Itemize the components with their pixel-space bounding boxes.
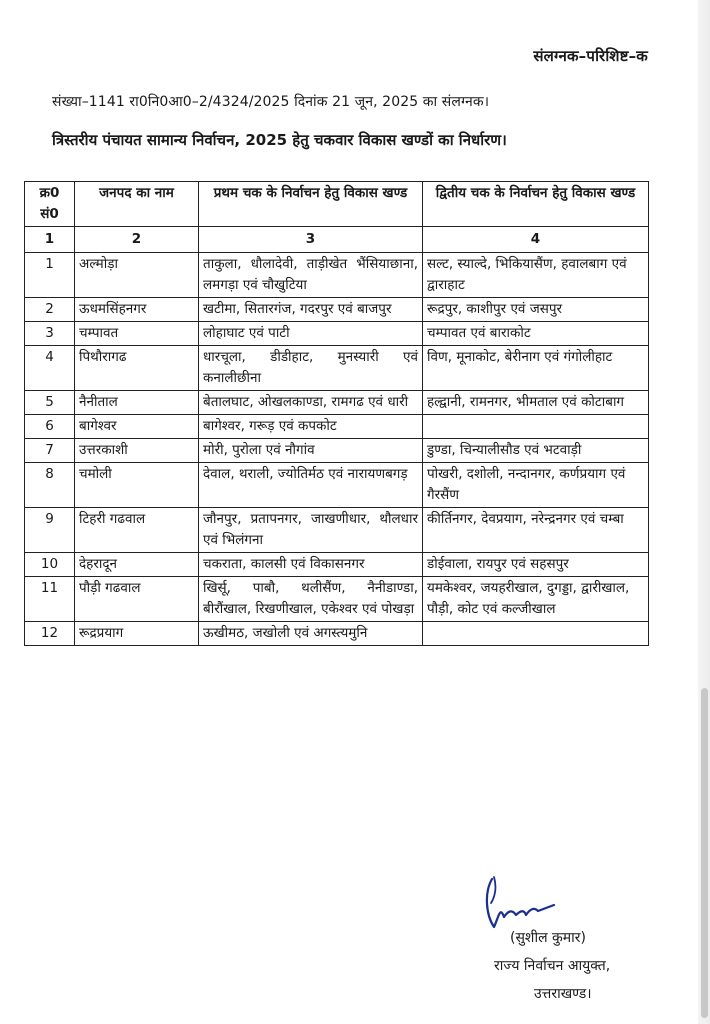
- header-phase1: प्रथम चक के निर्वाचन हेतु विकास खण्ड: [199, 182, 423, 227]
- row-sno: 11: [25, 577, 75, 622]
- row-phase2-blocks: डोईवाला, रायपुर एवं सहसपुर: [423, 553, 649, 577]
- row-district: पिथौरागढ: [75, 346, 199, 391]
- column-number: 2: [75, 227, 199, 253]
- row-sno: 1: [25, 253, 75, 298]
- row-sno: 2: [25, 298, 75, 322]
- row-phase2-blocks: सल्ट, स्याल्दे, भिकियासैंण, हवालबाग एवं द्वाराहाट: [423, 253, 649, 298]
- header-phase2: द्वितीय चक के निर्वाचन हेतु विकास खण्ड: [423, 182, 649, 227]
- scrollbar-track[interactable]: [698, 0, 710, 1024]
- column-number: 1: [25, 227, 75, 253]
- signatory-designation: राज्य निर्वाचन आयुक्त,: [494, 958, 611, 974]
- row-phase1-blocks: देवाल, थराली, ज्योतिर्मठ एवं नारायणबगड़: [199, 463, 423, 508]
- annex-label: संलग्नक–परिशिष्ट–क: [533, 47, 648, 65]
- reference-line: संख्या–1141 रा0नि0आ0–2/4324/2025 दिनांक 21 जून, 2025 का संलग्नक।: [52, 94, 490, 110]
- table-row: [25, 253, 649, 298]
- signatory-name: (सुशील कुमार): [510, 930, 586, 946]
- header-sno: क्र0 सं0: [25, 182, 75, 227]
- table-header-row: [25, 182, 649, 227]
- table-row: [25, 391, 649, 415]
- row-phase1-blocks: बेतालघाट, ओखलकाण्डा, रामगढ एवं धारी: [199, 391, 423, 415]
- row-sno: 4: [25, 346, 75, 391]
- block-allocation-table: [24, 181, 649, 646]
- scrollbar-thumb[interactable]: [701, 688, 708, 1018]
- row-phase2-blocks: पोखरी, दशोली, नन्दानगर, कर्णप्रयाग एवं गैरसैंण: [423, 463, 649, 508]
- row-phase2-blocks: डुण्डा, चिन्यालीसौड एवं भटवाड़ी: [423, 439, 649, 463]
- row-sno: 7: [25, 439, 75, 463]
- row-phase2-blocks: [423, 415, 649, 439]
- row-phase1-blocks: मोरी, पुरोला एवं नौगांव: [199, 439, 423, 463]
- row-phase1-blocks: जौनपुर, प्रतापनगर, जाखणीधार, थौलधार एवं भिलंगना: [199, 508, 423, 553]
- row-phase2-blocks: विण, मूनाकोट, बेरीनाग एवं गंगोलीहाट: [423, 346, 649, 391]
- table-row: [25, 439, 649, 463]
- row-district: टिहरी गढवाल: [75, 508, 199, 553]
- row-district: पौड़ी गढवाल: [75, 577, 199, 622]
- row-sno: 5: [25, 391, 75, 415]
- row-sno: 10: [25, 553, 75, 577]
- signatory-state: उत्तराखण्ड।: [534, 986, 592, 1002]
- row-district: चमोली: [75, 463, 199, 508]
- row-phase2-blocks: [423, 622, 649, 646]
- table-row: [25, 622, 649, 646]
- row-phase1-blocks: ताकुला, धौलादेवी, ताड़ीखेत भैंसियाछाना, लमगड़ा एवं चौखुटिया: [199, 253, 423, 298]
- row-district: चम्पावत: [75, 322, 199, 346]
- table-row: [25, 577, 649, 622]
- row-phase1-blocks: ऊखीमठ, जखोली एवं अगस्त्यमुनि: [199, 622, 423, 646]
- row-phase2-blocks: यमकेश्वर, जयहरीखाल, दुगड्डा, द्वारीखाल, पौड़ी, कोट एवं कल्जीखाल: [423, 577, 649, 622]
- row-district: ऊधमसिंहनगर: [75, 298, 199, 322]
- document-title: त्रिस्तरीय पंचायत सामान्य निर्वाचन, 2025 हेतु चकवार विकास खण्डों का निर्धारण।: [52, 131, 507, 149]
- row-sno: 12: [25, 622, 75, 646]
- row-phase1-blocks: धारचूला, डीडीहाट, मुनस्यारी एवं कनालीछीना: [199, 346, 423, 391]
- row-phase1-blocks: लोहाघाट एवं पाटी: [199, 322, 423, 346]
- row-phase2-blocks: कीर्तिनगर, देवप्रयाग, नरेन्द्रनगर एवं चम्बा: [423, 508, 649, 553]
- row-district: नैनीताल: [75, 391, 199, 415]
- row-district: उत्तरकाशी: [75, 439, 199, 463]
- row-phase2-blocks: रूद्रपुर, काशीपुर एवं जसपुर: [423, 298, 649, 322]
- row-sno: 9: [25, 508, 75, 553]
- handwritten-signature: [464, 875, 624, 935]
- row-phase1-blocks: खिर्सू, पाबौ, थलीसैंण, नैनीडाण्डा, बीरौंखाल, रिखणीखाल, एकेश्वर एवं पोखड़ा: [199, 577, 423, 622]
- row-phase2-blocks: चम्पावत एवं बाराकोट: [423, 322, 649, 346]
- row-phase1-blocks: खटीमा, सितारगंज, गदरपुर एवं बाजपुर: [199, 298, 423, 322]
- table-row: [25, 508, 649, 553]
- row-phase1-blocks: बागेश्वर, गरूड़ एवं कपकोट: [199, 415, 423, 439]
- table-row: [25, 298, 649, 322]
- row-phase1-blocks: चकराता, कालसी एवं विकासनगर: [199, 553, 423, 577]
- row-district: अल्मोड़ा: [75, 253, 199, 298]
- row-district: रूद्रप्रयाग: [75, 622, 199, 646]
- table-row: [25, 346, 649, 391]
- column-number: 4: [423, 227, 649, 253]
- row-phase2-blocks: हल्द्वानी, रामनगर, भीमताल एवं कोटाबाग: [423, 391, 649, 415]
- row-sno: 8: [25, 463, 75, 508]
- column-number: 3: [199, 227, 423, 253]
- table-row: [25, 415, 649, 439]
- column-number-row: [25, 227, 649, 253]
- row-district: देहरादून: [75, 553, 199, 577]
- table-row: [25, 322, 649, 346]
- row-sno: 3: [25, 322, 75, 346]
- row-sno: 6: [25, 415, 75, 439]
- table-row: [25, 463, 649, 508]
- header-district: जनपद का नाम: [75, 182, 199, 227]
- row-district: बागेश्वर: [75, 415, 199, 439]
- table-row: [25, 553, 649, 577]
